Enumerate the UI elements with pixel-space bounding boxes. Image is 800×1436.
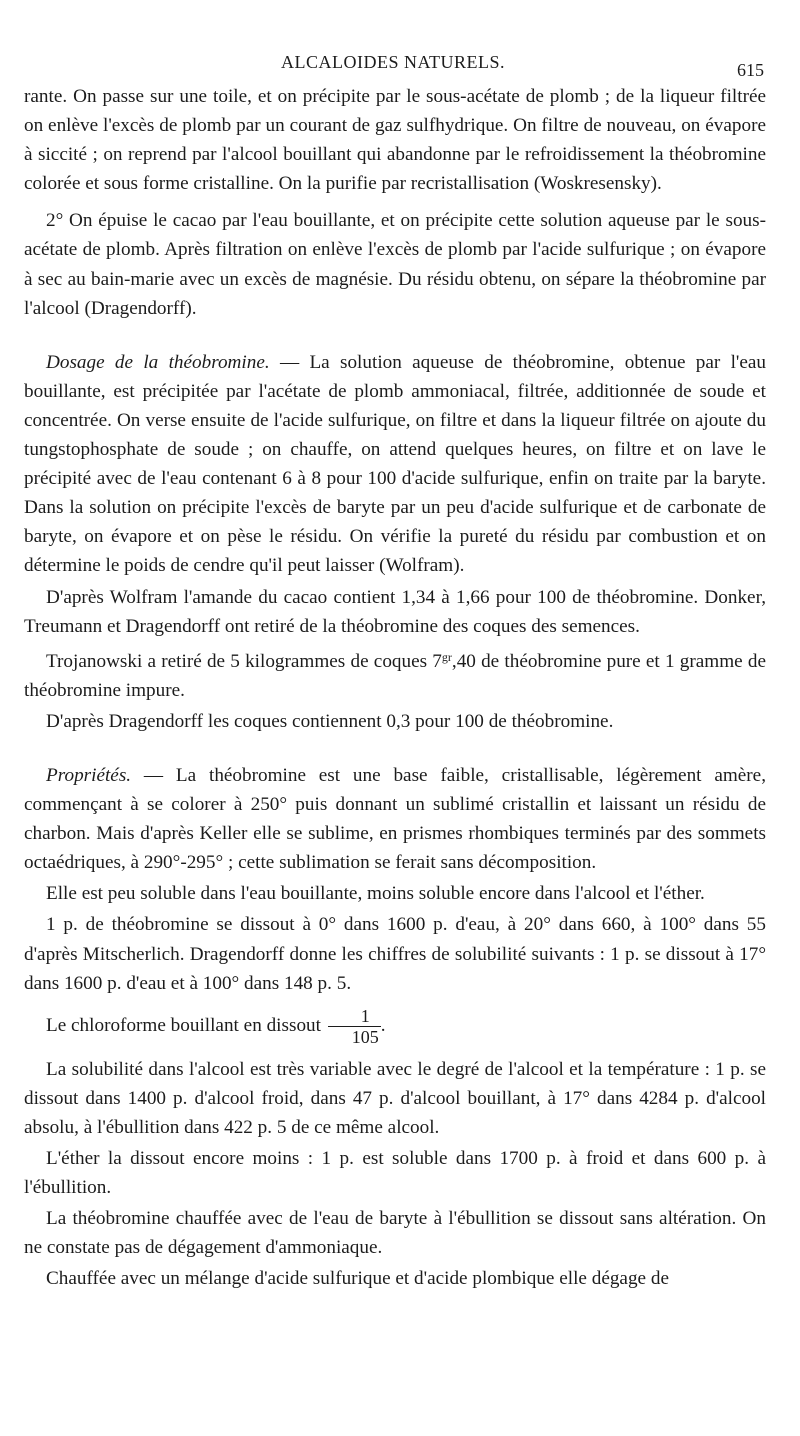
- paragraph-chloroform: [24, 1006, 766, 1047]
- paragraph-wolfram: D'après Wolfram l'amande du cacao contient 1,34 à 1,66 pour 100 de théobromine. Donker, Treumann et Dragendorff ont retiré de la théobromine des coques des semences.: [24, 586, 766, 637]
- paragraph-solubility-intro: Elle est peu soluble dans l'eau bouillante, moins soluble encore dans l'alcool et l'éther.: [46, 883, 705, 905]
- paragraph-solubility-ether: L'éther la dissout encore moins : 1 p. est soluble dans 1700 p. à froid et dans 600 p. à l'ébullition.: [24, 1148, 766, 1199]
- fraction-denominator: 105: [328, 1026, 381, 1047]
- body-text: [24, 82, 766, 1293]
- page-header: [22, 52, 764, 82]
- paragraph-method-2: 2° On épuise le cacao par l'eau bouillante, et on précipite cette solution aqueuse par le sous-acétate de plomb. Après filtration on enlève l'excès de plomb par l'acide sulfurique ; on évapore à sec au bain-marie avec un excès de magnésie. Du résidu obtenu, on sépare la théobromine par l'alcool (Dragendorff).: [24, 210, 766, 319]
- paragraph-continuation: rante. On passe sur une toile, et on précipite par le sous-acétate de plomb ; de la liqueur filtrée on enlève l'excès de plomb par un courant de gaz sulfhydrique. On filtre de nouveau, on évapore à siccité ; on reprend par l'alcool bouillant qui abandonne par le refroidissement la théobromine colorée et sous forme cristalline. On la purifie par recristallisation (Woskresensky).: [24, 86, 766, 195]
- fraction: [328, 1006, 381, 1047]
- page-number: 615: [737, 60, 764, 80]
- paragraph-trojanowski: [24, 643, 766, 705]
- section-heading-proprietes: Propriétés.: [46, 764, 132, 786]
- paragraph-solubility-water: 1 p. de théobromine se dissout à 0° dans 1600 p. d'eau, à 20° dans 660, à 100° dans 55 d'après Mitscherlich. Dragendorff donne les chiffres de solubilité suivants : 1 p. se dissout à 17° dans 1600 p. d'eau et à 100° dans 148 p. 5.: [24, 914, 766, 994]
- trojanowski-text-b: ,40 de théobromine pure et 1 gramme de théobromine impure.: [24, 650, 766, 701]
- running-head: ALCALOIDES NATURELS.: [281, 52, 505, 72]
- trojanowski-text-a: Trojanowski a retiré de 5 kilogrammes de coques 7: [46, 650, 442, 672]
- paragraph-dosage: [24, 348, 766, 581]
- paragraph-dosage-text: — La solution aqueuse de théobromine, obtenue par l'eau bouillante, est précipitée par l'acétate de plomb ammoniacal, filtrée, additionnée de soude et concentrée. On verse ensuite de l'acide sulfurique, on filtre et dans la liqueur filtrée on ajoute du tungstophosphate de soude ; on chauffe, on attend quelques heures, on filtre et on lave le précipité avec de l'eau contenant 6 à 8 pour 100 d'acide sulfurique, enfin on traite par la baryte. Dans la solution on précipite l'excès de baryte par un peu d'acide sulfurique et de carbonate de baryte, on évapore et on pèse le résidu. On vérifie la pureté du résidu par combustion et on détermine le poids de cendre qu'il peut laisser (Wolfram).: [24, 351, 767, 577]
- paragraph-proprietes: [24, 761, 766, 877]
- paragraph-dragendorff: D'après Dragendorff les coques contiennent 0,3 pour 100 de théobromine.: [46, 710, 614, 732]
- section-heading-dosage: Dosage de la théobromine.: [46, 351, 270, 373]
- paragraph-plombique: Chauffée avec un mélange d'acide sulfurique et d'acide plombique elle dégage de: [46, 1268, 669, 1290]
- gram-superscript: gr: [441, 649, 452, 664]
- paragraph-proprietes-text: — La théobromine est une base faible, cristallisable, légèrement amère, commençant à se colorer à 250° puis donnant un sublimé cristallin et laissant un résidu de charbon. Mais d'après Keller elle se sublime, en prismes rhombiques terminés par des sommets octaédriques, à 290°-295° ; cette sublimation se ferait sans décomposition.: [24, 764, 766, 874]
- fraction-numerator: 1: [360, 1005, 370, 1026]
- chloroform-end: .: [380, 1014, 386, 1036]
- chloroform-text: Le chloroforme bouillant en dissout: [46, 1014, 326, 1036]
- paragraph-solubility-alcohol: La solubilité dans l'alcool est très variable avec le degré de l'alcool et la température : 1 p. se dissout dans 1400 p. d'alcool froid, dans 47 p. d'alcool bouillant, à 17° dans 4284 p. d'alcool absolu, à l'ébullition dans 422 p. 5 de ce même alcool.: [24, 1058, 766, 1138]
- paragraph-baryte: La théobromine chauffée avec de l'eau de baryte à l'ébullition se dissout sans altération. On ne constate pas de dégagement d'ammoniaque.: [24, 1208, 766, 1259]
